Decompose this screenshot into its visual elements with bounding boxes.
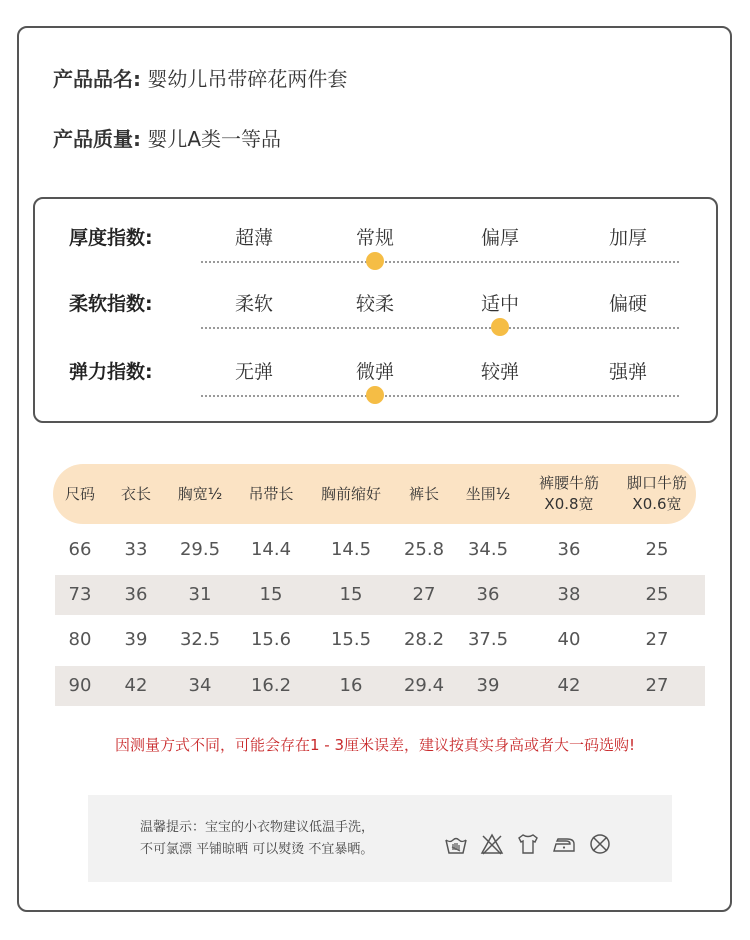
table-cell: 36 [124,584,148,605]
table-header-text: 衣长 [120,484,151,503]
table-header-cell [529,464,609,524]
table-header-text: 坐围½ [465,484,511,503]
index-row-label: 厚度指数: [69,227,153,249]
table-header-cell [617,464,697,524]
size-table-header [53,464,696,524]
index-option: 微弹 [355,361,394,383]
table-cell: 42 [124,675,148,696]
table-cell: 29.4 [403,675,445,696]
table-cell: 27 [412,584,436,605]
table-cell: 66 [68,539,92,560]
table-cell: 15.6 [250,629,292,650]
measurement-warning: 因测量方式不同，可能会存在1 - 3厘米误差，建议按真实身高或者大一码选购! [114,736,636,754]
table-cell: 29.5 [179,539,221,560]
table-cell: 14.5 [330,539,372,560]
table-header-cell [165,464,235,524]
table-cell: 33 [124,539,148,560]
table-row [55,575,705,615]
index-selected-marker [366,386,384,404]
product-quality-value: 婴儿A类一等品 [147,127,282,151]
index-option: 常规 [355,227,394,249]
no-bleach-icon [480,832,504,856]
care-tip-text [140,817,374,861]
table-header-text: 尺码 [64,484,95,503]
index-option: 加厚 [608,227,647,249]
index-scale-line [201,261,679,263]
table-header-cell [399,464,449,524]
table-cell: 32.5 [179,629,221,650]
index-scale-line [201,395,679,397]
index-option: 偏硬 [608,293,647,315]
table-header-text: 胸前缩好 [320,484,381,503]
index-option: 较柔 [355,293,394,315]
index-scale-line [201,327,679,329]
index-option: 强弹 [608,361,647,383]
care-tip-line-1: 温馨提示：宝宝的小衣物建议低温手洗， [140,820,375,835]
table-header-text: 裤长 [408,484,439,503]
table-cell: 16 [339,675,363,696]
table-row [55,530,705,570]
table-cell: 34.5 [467,539,509,560]
hand-wash-icon [444,832,468,856]
index-selected-marker [366,252,384,270]
table-cell: 15.5 [330,629,372,650]
table-cell: 90 [68,675,92,696]
table-cell: 80 [68,629,92,650]
table-cell: 27 [645,629,669,650]
table-header-cell [453,464,523,524]
product-name-label: 产品品名: [53,67,141,91]
index-option: 偏厚 [480,227,519,249]
index-option: 适中 [480,293,519,315]
table-cell: 36 [557,539,581,560]
table-cell: 14.4 [250,539,292,560]
product-name-value: 婴幼儿吊带碎花两件套 [147,67,348,91]
index-option: 较弹 [480,361,519,383]
index-row-label: 柔软指数: [69,293,153,315]
table-cell: 31 [188,584,212,605]
product-name-line [53,63,347,92]
product-quality-line [53,123,281,152]
table-cell: 25.8 [403,539,445,560]
table-cell: 28.2 [403,629,445,650]
index-option: 超薄 [234,227,273,249]
table-header-cell [111,464,161,524]
table-header-text: 裤腰牛筋 X0.8宽 [538,474,599,513]
index-option: 柔软 [234,293,273,315]
table-row [55,620,705,660]
care-tip-line-2: 不可氯漂 平铺晾晒 可以熨烫 不宜暴晒。 [140,842,374,857]
index-row-label: 弹力指数: [69,361,153,383]
table-cell: 15 [339,584,363,605]
table-header-cell [306,464,396,524]
table-cell: 38 [557,584,581,605]
table-header-cell [236,464,306,524]
index-selected-marker [491,318,509,336]
index-panel [33,197,718,423]
care-tip-box [88,795,672,882]
table-header-text: 脚口牛筋 X0.6宽 [626,474,687,513]
table-cell: 39 [124,629,148,650]
table-cell: 25 [645,584,669,605]
table-cell: 25 [645,539,669,560]
table-cell: 73 [68,584,92,605]
table-cell: 34 [188,675,212,696]
table-cell: 36 [476,584,500,605]
product-quality-label: 产品质量: [53,127,141,151]
flat-dry-icon [516,832,540,856]
table-header-text: 吊带长 [248,484,294,503]
no-sun-icon [588,832,612,856]
iron-icon [552,832,576,856]
table-cell: 39 [476,675,500,696]
table-cell: 15 [259,584,283,605]
table-row [55,666,705,706]
table-cell: 16.2 [250,675,292,696]
table-cell: 40 [557,629,581,650]
table-cell: 27 [645,675,669,696]
index-option: 无弹 [234,361,273,383]
table-cell: 37.5 [467,629,509,650]
index-row [35,289,716,349]
table-header-text: 胸宽½ [177,484,223,503]
index-row [35,357,716,417]
table-cell: 42 [557,675,581,696]
table-header-cell [55,464,105,524]
index-row [35,223,716,283]
